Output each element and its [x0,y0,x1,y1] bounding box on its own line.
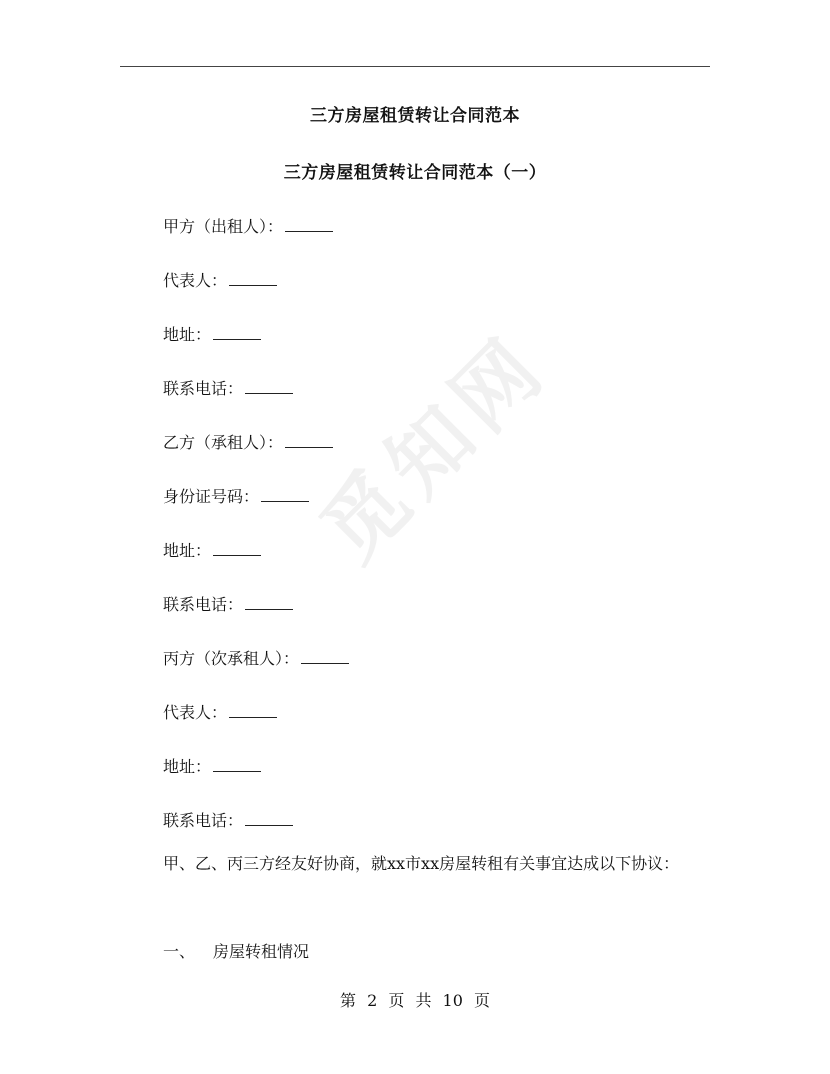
fill-blank [213,324,261,340]
field-label: 地址： [163,541,212,560]
fill-blank [245,594,293,610]
field-label: 乙方（承租人）： [163,433,284,452]
field-label: 身份证号码： [163,487,260,506]
header-rule [120,66,710,67]
party-c-address-field [163,756,261,777]
fill-blank [245,810,293,826]
fill-blank [285,216,333,232]
party-a-phone-field [163,378,293,399]
field-label: 丙方（次承租人）： [163,649,300,668]
party-c-phone-field [163,810,293,831]
field-label: 联系电话： [163,379,244,398]
field-label: 甲方（出租人）： [163,217,284,236]
party-b-id-field [163,486,309,507]
field-label: 联系电话： [163,595,244,614]
party-a-field [163,216,333,237]
party-a-address-field [163,324,261,345]
party-b-field [163,432,333,453]
document-subtitle: 三方房屋租赁转让合同范本（一） [283,163,547,183]
page-footer: 第 2 页 共 10 页 [340,991,490,1010]
fill-blank [285,432,333,448]
field-label: 代表人： [163,271,228,290]
party-c-representative-field [163,702,277,723]
field-label: 代表人： [163,703,228,722]
party-c-field [163,648,349,669]
document-title: 三方房屋租赁转让合同范本 [310,106,520,126]
section-number: 一、 [163,942,196,961]
fill-blank [213,540,261,556]
section-heading [163,942,309,962]
party-b-address-field [163,540,261,561]
fill-blank [229,702,277,718]
fill-blank [229,270,277,286]
field-label: 联系电话： [163,811,244,830]
party-a-representative-field [163,270,277,291]
field-label: 地址： [163,757,212,776]
watermark: 觅知网 [303,317,567,580]
party-b-phone-field [163,594,293,615]
fill-blank [213,756,261,772]
fill-blank [261,486,309,502]
fill-blank [245,378,293,394]
field-label: 地址： [163,325,212,344]
agreement-intro: 甲、乙、丙三方经友好协商，就xx市xx房屋转租有关事宜达成以下协议： [163,854,680,873]
section-title: 房屋转租情况 [213,942,310,961]
fill-blank [301,648,349,664]
